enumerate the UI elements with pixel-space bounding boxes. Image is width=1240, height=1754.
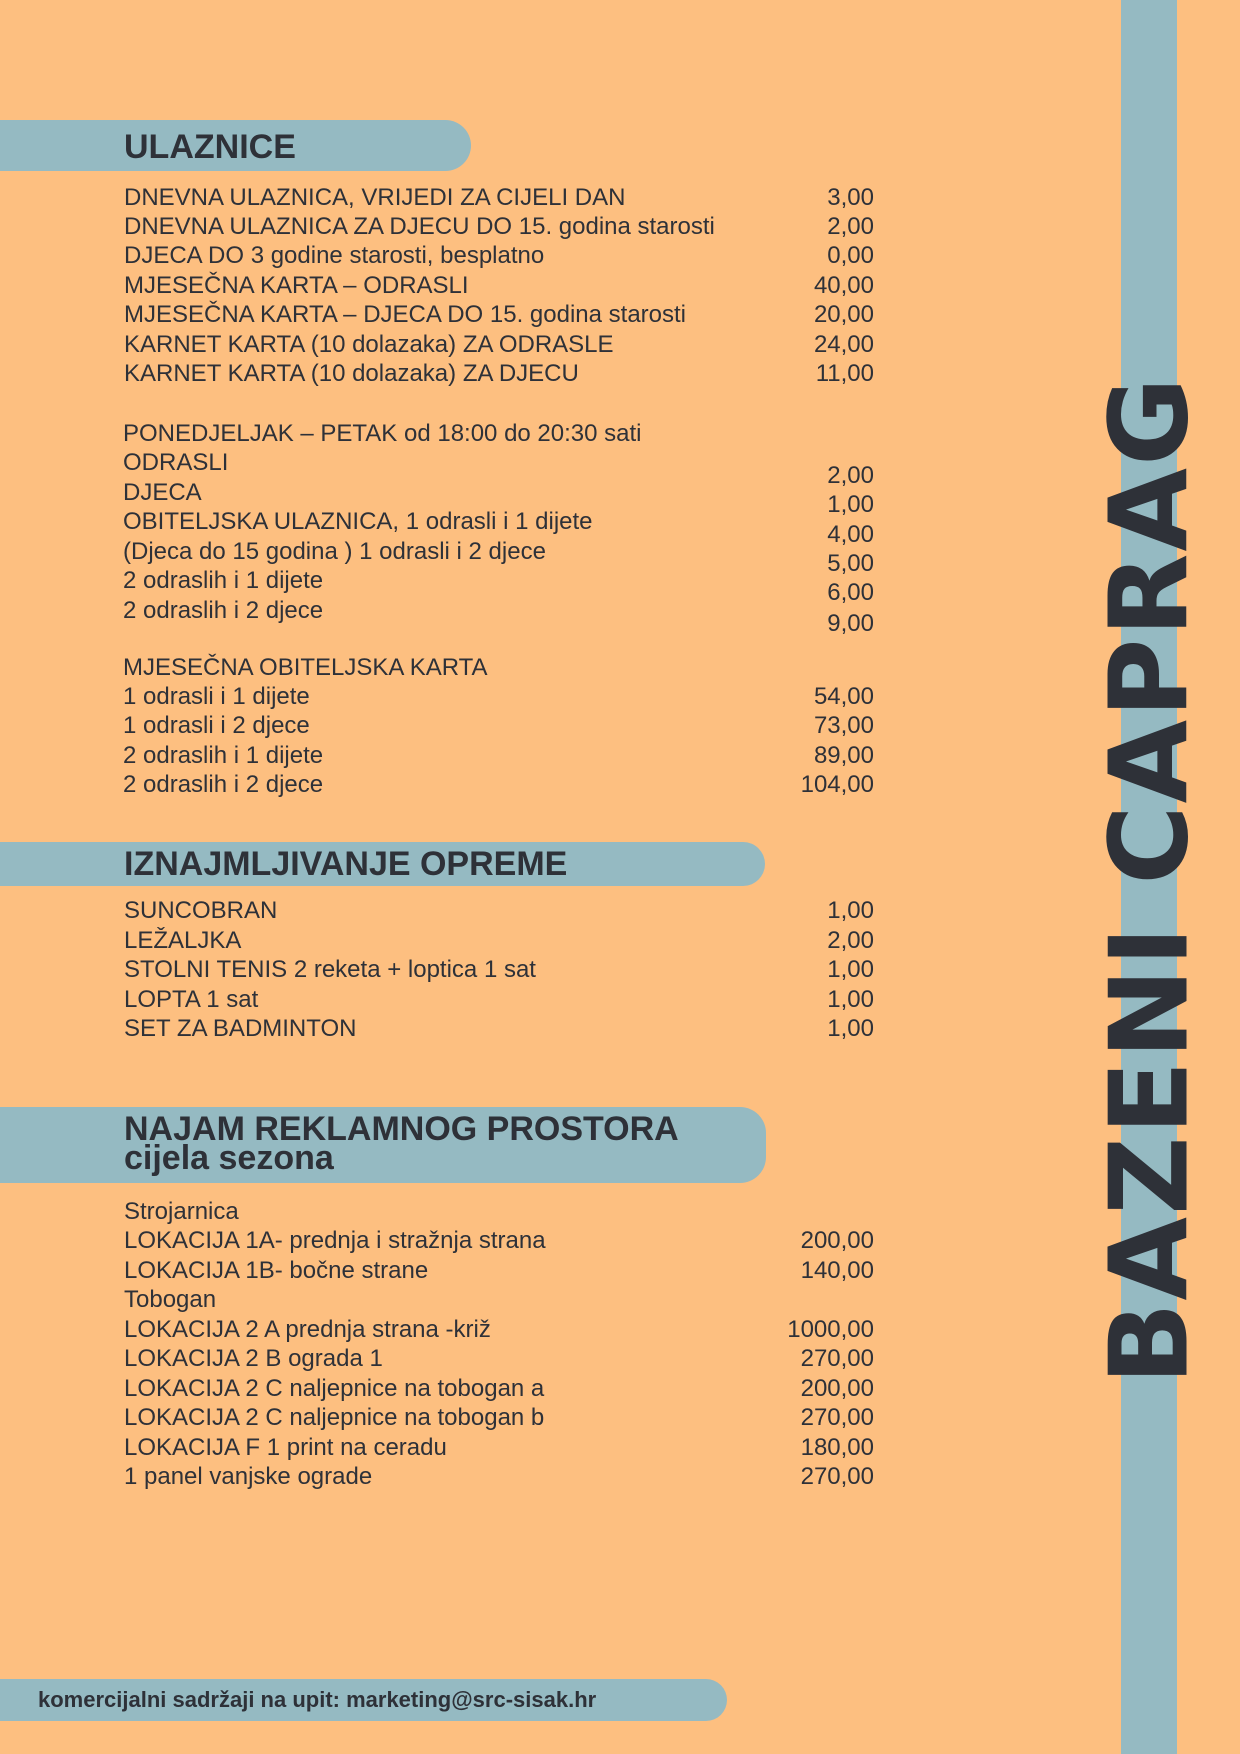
item-label: LOKACIJA 2 C naljepnice na tobogan a xyxy=(124,1375,545,1402)
reklame-subheading: cijela sezona xyxy=(124,1139,334,1177)
price-row xyxy=(124,1344,874,1374)
item-label: SET ZA BADMINTON xyxy=(124,1015,357,1042)
price-row xyxy=(123,770,874,800)
oprema-heading: IZNAJMLJIVANJE OPREME xyxy=(124,845,568,883)
item-label: MJESEČNA KARTA – ODRASLI xyxy=(124,272,469,299)
item-price: 1,00 xyxy=(827,1015,874,1042)
price-row xyxy=(124,926,874,956)
evening-price: 5,00 xyxy=(827,550,874,577)
price-row xyxy=(124,896,874,926)
item-price: 200,00 xyxy=(800,1375,874,1402)
price-row xyxy=(124,1374,874,1404)
price-row xyxy=(123,682,874,712)
item-label: LOKACIJA 2 C naljepnice na tobogan b xyxy=(124,1404,545,1431)
price-row xyxy=(124,359,874,389)
item-price: 54,00 xyxy=(813,683,874,710)
item-label: 1 panel vanjske ograde xyxy=(124,1463,373,1490)
item-label: LOKACIJA F 1 print na ceradu xyxy=(124,1434,447,1461)
item-label: LOKACIJA 2 A prednja strana -križ xyxy=(124,1316,491,1343)
item-price: 270,00 xyxy=(800,1463,874,1490)
evening-title: PONEDJELJAK – PETAK od 18:00 do 20:30 sati xyxy=(123,420,642,447)
item-label: KARNET KARTA (10 dolazaka) ZA ODRASLE xyxy=(124,331,614,358)
item-price: 104,00 xyxy=(800,771,874,798)
price-row xyxy=(123,711,874,741)
evening-price: 4,00 xyxy=(827,521,874,548)
price-row xyxy=(124,212,874,242)
item-label: DNEVNA ULAZNICA ZA DJECU DO 15. godina starosti xyxy=(124,213,715,240)
item-price: 0,00 xyxy=(827,242,874,269)
item-price: 11,00 xyxy=(815,360,874,387)
item-label: KARNET KARTA (10 dolazaka) ZA DJECU xyxy=(124,360,579,387)
price-row xyxy=(124,1226,874,1256)
evening-price: 9,00 xyxy=(827,610,874,637)
item-label: STOLNI TENIS 2 reketa + loptica 1 sat xyxy=(124,956,536,983)
item-price: 89,00 xyxy=(813,742,874,769)
item-label: LEŽALJKA xyxy=(124,927,242,954)
item-label: 1 odrasli i 2 djece xyxy=(123,712,310,739)
price-row xyxy=(124,1014,874,1044)
price-row xyxy=(124,1315,874,1345)
side-title: BAZENI CAPRAG xyxy=(1087,375,1213,1385)
evening-label: ODRASLI xyxy=(123,449,229,476)
item-label: Tobogan xyxy=(124,1286,217,1313)
evening-label: 2 odraslih i 1 dijete xyxy=(123,567,324,594)
evening-label: 2 odraslih i 2 djece xyxy=(123,597,324,624)
item-label: LOKACIJA 2 B ograda 1 xyxy=(124,1345,383,1372)
price-row xyxy=(124,241,874,271)
evening-price: 6,00 xyxy=(827,579,874,606)
ulaznice-heading: ULAZNICE xyxy=(124,128,296,166)
item-price: 40,00 xyxy=(813,272,874,299)
footer-contact: komercijalni sadržaji na upit: marketing@src-sisak.hr xyxy=(38,1687,597,1712)
price-row xyxy=(124,1197,874,1227)
evening-label: DJECA xyxy=(123,479,202,506)
item-price: 3,00 xyxy=(827,184,874,211)
item-price: 140,00 xyxy=(800,1257,874,1284)
price-row xyxy=(123,741,874,771)
item-price: 270,00 xyxy=(800,1345,874,1372)
reklame-heading-band xyxy=(0,1107,766,1183)
item-price: 24,00 xyxy=(813,331,874,358)
price-row xyxy=(124,300,874,330)
item-label: MJESEČNA KARTA – DJECA DO 15. godina starosti xyxy=(124,301,687,328)
item-label: SUNCOBRAN xyxy=(124,897,278,924)
item-price: 200,00 xyxy=(800,1227,874,1254)
footer-band xyxy=(0,1679,727,1721)
item-price: 2,00 xyxy=(827,213,874,240)
price-row xyxy=(124,1285,874,1315)
evening-price: 2,00 xyxy=(827,462,874,489)
monthly-family-title: MJESEČNA OBITELJSKA KARTA xyxy=(123,654,488,681)
item-label: 1 odrasli i 1 dijete xyxy=(123,683,310,710)
item-label: 2 odraslih i 1 dijete xyxy=(123,742,324,769)
item-price: 73,00 xyxy=(813,712,874,739)
item-price: 270,00 xyxy=(800,1404,874,1431)
item-price: 1000,00 xyxy=(787,1316,874,1343)
item-label: 2 odraslih i 2 djece xyxy=(123,771,324,798)
item-label: LOKACIJA 1B- bočne strane xyxy=(124,1257,429,1284)
item-label: LOPTA 1 sat xyxy=(124,986,259,1013)
item-label: DNEVNA ULAZNICA, VRIJEDI ZA CIJELI DAN xyxy=(124,184,626,211)
evening-price: 1,00 xyxy=(827,491,874,518)
item-price: 1,00 xyxy=(827,986,874,1013)
item-label: DJECA DO 3 godine starosti, besplatno xyxy=(124,242,545,269)
price-row xyxy=(124,183,874,213)
price-row xyxy=(124,955,874,985)
item-price: 20,00 xyxy=(813,301,874,328)
price-row xyxy=(124,1256,874,1286)
item-price: 2,00 xyxy=(827,927,874,954)
evening-label: (Djeca do 15 godina ) 1 odrasli i 2 djece xyxy=(123,538,546,565)
price-row xyxy=(124,1462,874,1492)
price-row xyxy=(124,1433,874,1463)
item-price: 1,00 xyxy=(827,956,874,983)
item-label: LOKACIJA 1A- prednja i stražnja strana xyxy=(124,1227,546,1254)
evening-label: OBITELJSKA ULAZNICA, 1 odrasli i 1 dijete xyxy=(123,508,593,535)
price-row xyxy=(124,330,874,360)
item-label: Strojarnica xyxy=(124,1198,239,1225)
item-price: 1,00 xyxy=(827,897,874,924)
price-row xyxy=(124,271,874,301)
oprema-heading-band xyxy=(0,842,765,886)
ulaznice-heading-band xyxy=(0,120,471,171)
item-price: 180,00 xyxy=(800,1434,874,1461)
price-row xyxy=(124,1403,874,1433)
reklame-heading: NAJAM REKLAMNOG PROSTORA xyxy=(124,1110,679,1148)
price-row xyxy=(124,985,874,1015)
